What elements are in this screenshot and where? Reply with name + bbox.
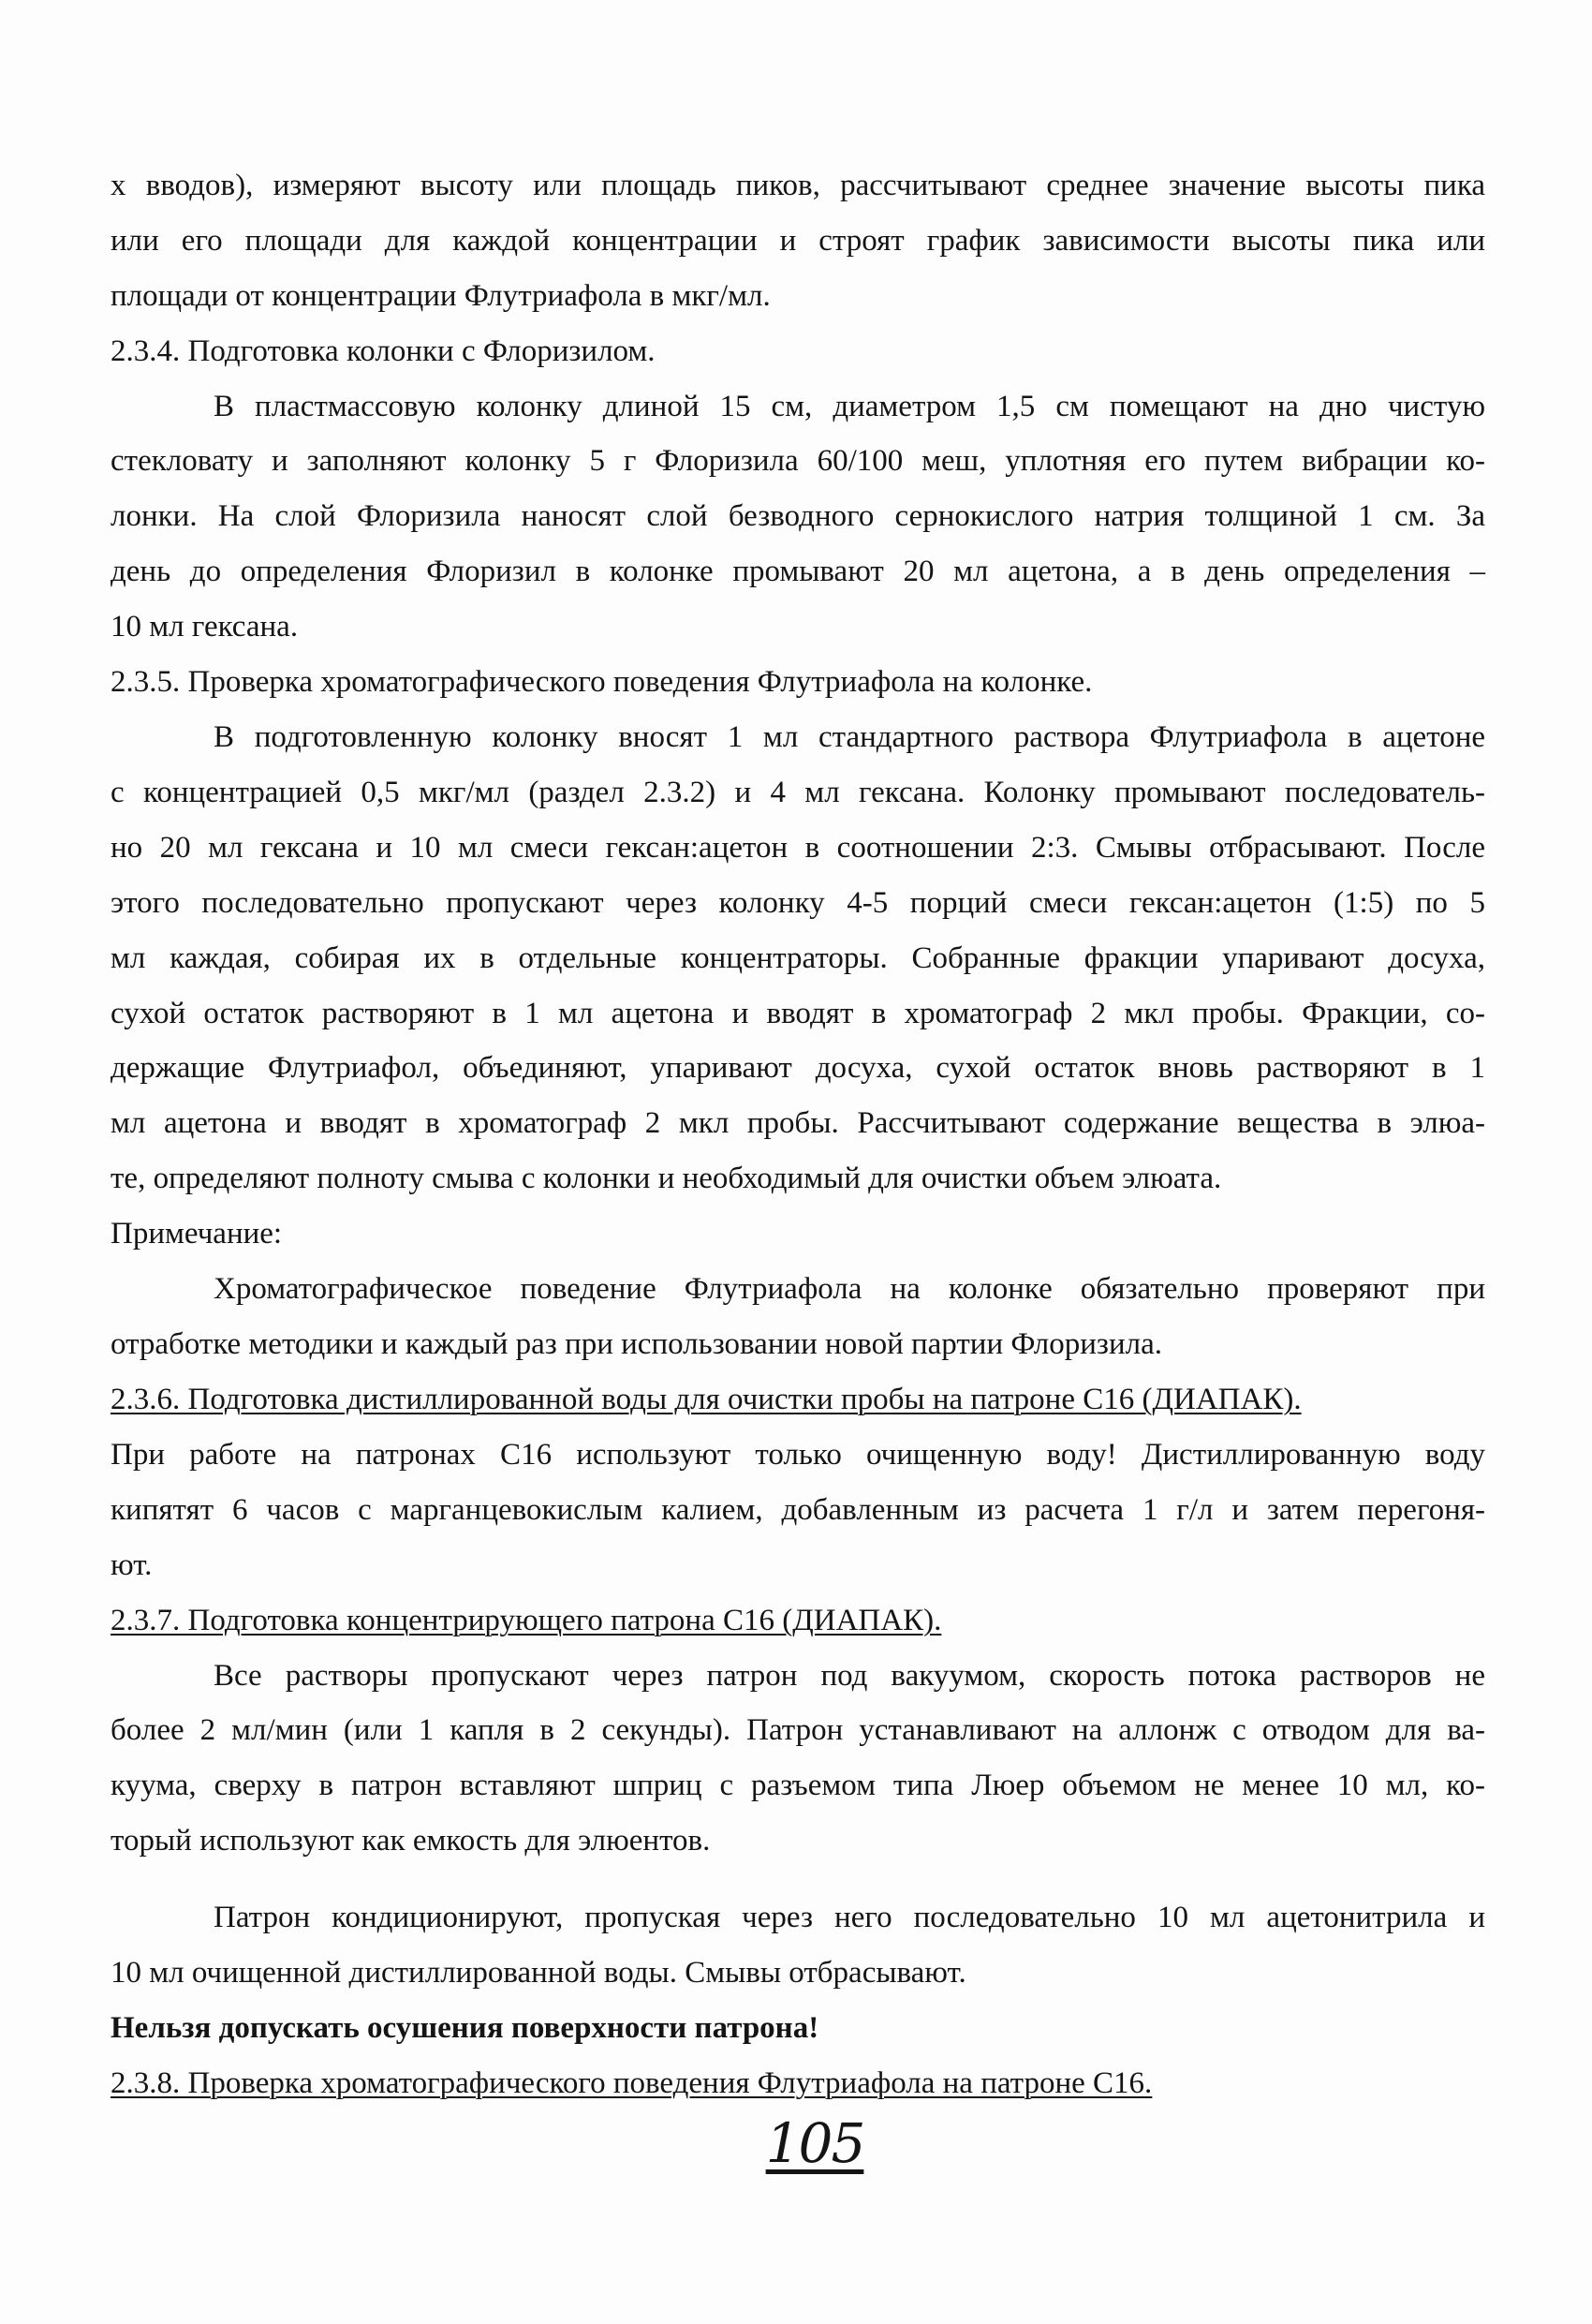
text-line: 10 мл гексана. bbox=[111, 610, 299, 644]
text-line: более 2 мл/мин (или 1 капля в 2 секунды). Патрон устанавливают на аллонж с отводом для ва- bbox=[111, 1713, 1485, 1747]
text-line: ют. bbox=[111, 1548, 153, 1582]
text-line: площади от концентрации Флутриафола в мкг/мл. bbox=[111, 279, 771, 313]
text-line: день до определения Флоризил в колонке промывают 20 мл ацетона, а в день определения – bbox=[111, 555, 1485, 588]
text-line: или его площади для каждой концентрации и строят график зависимости высоты пика или bbox=[111, 224, 1485, 258]
section-heading-2-3-8: 2.3.8. Проверка хроматографического поведения Флутриафола на патроне С16. bbox=[111, 2066, 1153, 2100]
section-heading-2-3-6: 2.3.6. Подготовка дистиллированной воды для очистки пробы на патроне С16 (ДИАПАК). bbox=[111, 1383, 1302, 1416]
section-heading-2-3-7: 2.3.7. Подготовка концентрирующего патрона С16 (ДИАПАК). bbox=[111, 1604, 942, 1637]
text-line: Все растворы пропускают через патрон под вакуумом, скорость потока растворов не bbox=[214, 1659, 1485, 1693]
text-line: кипятят 6 часов с марганцевокислым калием, добавленным из расчета 1 г/л и затем перегоня- bbox=[111, 1493, 1485, 1527]
text-line: с концентрацией 0,5 мкг/мл (раздел 2.3.2) и 4 мл гексана. Колонку промывают последователь- bbox=[111, 776, 1485, 809]
text-line: В подготовленную колонку вносят 1 мл стандартного раствора Флутриафола в ацетоне bbox=[214, 720, 1485, 754]
text-line: этого последовательно пропускают через колонку 4-5 порций смеси гексан:ацетон (1:5) по 5 bbox=[111, 886, 1485, 920]
text-line: мл каждая, собирая их в отдельные концентраторы. Собранные фракции упаривают досуха, bbox=[111, 941, 1485, 975]
text-line: отработке методики и каждый раз при использовании новой партии Флоризила. bbox=[111, 1327, 1162, 1361]
text-line: 10 мл очищенной дистиллированной воды. Смывы отбрасывают. bbox=[111, 1956, 966, 1990]
text-line: держащие Флутриафол, объединяют, упаривают досуха, сухой остаток вновь растворяют в 1 bbox=[111, 1051, 1485, 1085]
text-line: Хроматографическое поведение Флутриафола на колонке обязательно проверяют при bbox=[214, 1272, 1485, 1306]
text-line: но 20 мл гексана и 10 мл смеси гексан:ацетон в соотношении 2:3. Смывы отбрасывают. После bbox=[111, 831, 1485, 865]
text-line: Патрон кондиционируют, пропуская через него последовательно 10 мл ацетонитрила и bbox=[214, 1901, 1485, 1934]
text-line: стекловату и заполняют колонку 5 г Флоризила 60/100 меш, уплотняя его путем вибрации ко- bbox=[111, 444, 1485, 478]
section-heading-2-3-4: 2.3.4. Подготовка колонки с Флоризилом. bbox=[111, 334, 656, 368]
text-line: При работе на патронах С16 используют только очищенную воду! Дистиллированную воду bbox=[111, 1438, 1485, 1472]
text-line: те, определяют полноту смыва с колонки и необходимый для очистки объем элюата. bbox=[111, 1162, 1222, 1195]
page-number: 105 bbox=[765, 2111, 864, 2175]
warning-text: Нельзя допускать осушения поверхности патрона! bbox=[111, 2011, 819, 2045]
text-line: лонки. На слой Флоризила наносят слой безводного сернокислого натрия толщиной 1 см. За bbox=[111, 499, 1485, 533]
text-line: мл ацетона и вводят в хроматограф 2 мкл пробы. Рассчитывают содержание вещества в элюа- bbox=[111, 1106, 1485, 1140]
text-line: куума, сверху в патрон вставляют шприц с разъемом типа Люер объемом не менее 10 мл, ко- bbox=[111, 1769, 1485, 1802]
text-line: сухой остаток растворяют в 1 мл ацетона и вводят в хроматограф 2 мкл пробы. Фракции, со- bbox=[111, 997, 1485, 1030]
text-line: торый используют как емкость для элюентов. bbox=[111, 1824, 711, 1858]
text-line: х вводов), измеряют высоту или площадь пиков, рассчитывают среднее значение высоты пика bbox=[111, 169, 1485, 202]
text-line: В пластмассовую колонку длиной 15 см, диаметром 1,5 см помещают на дно чистую bbox=[214, 390, 1485, 423]
section-heading-2-3-5: 2.3.5. Проверка хроматографического поведения Флутриафола на колонке. bbox=[111, 665, 1093, 699]
note-label: Примечание: bbox=[111, 1217, 283, 1251]
